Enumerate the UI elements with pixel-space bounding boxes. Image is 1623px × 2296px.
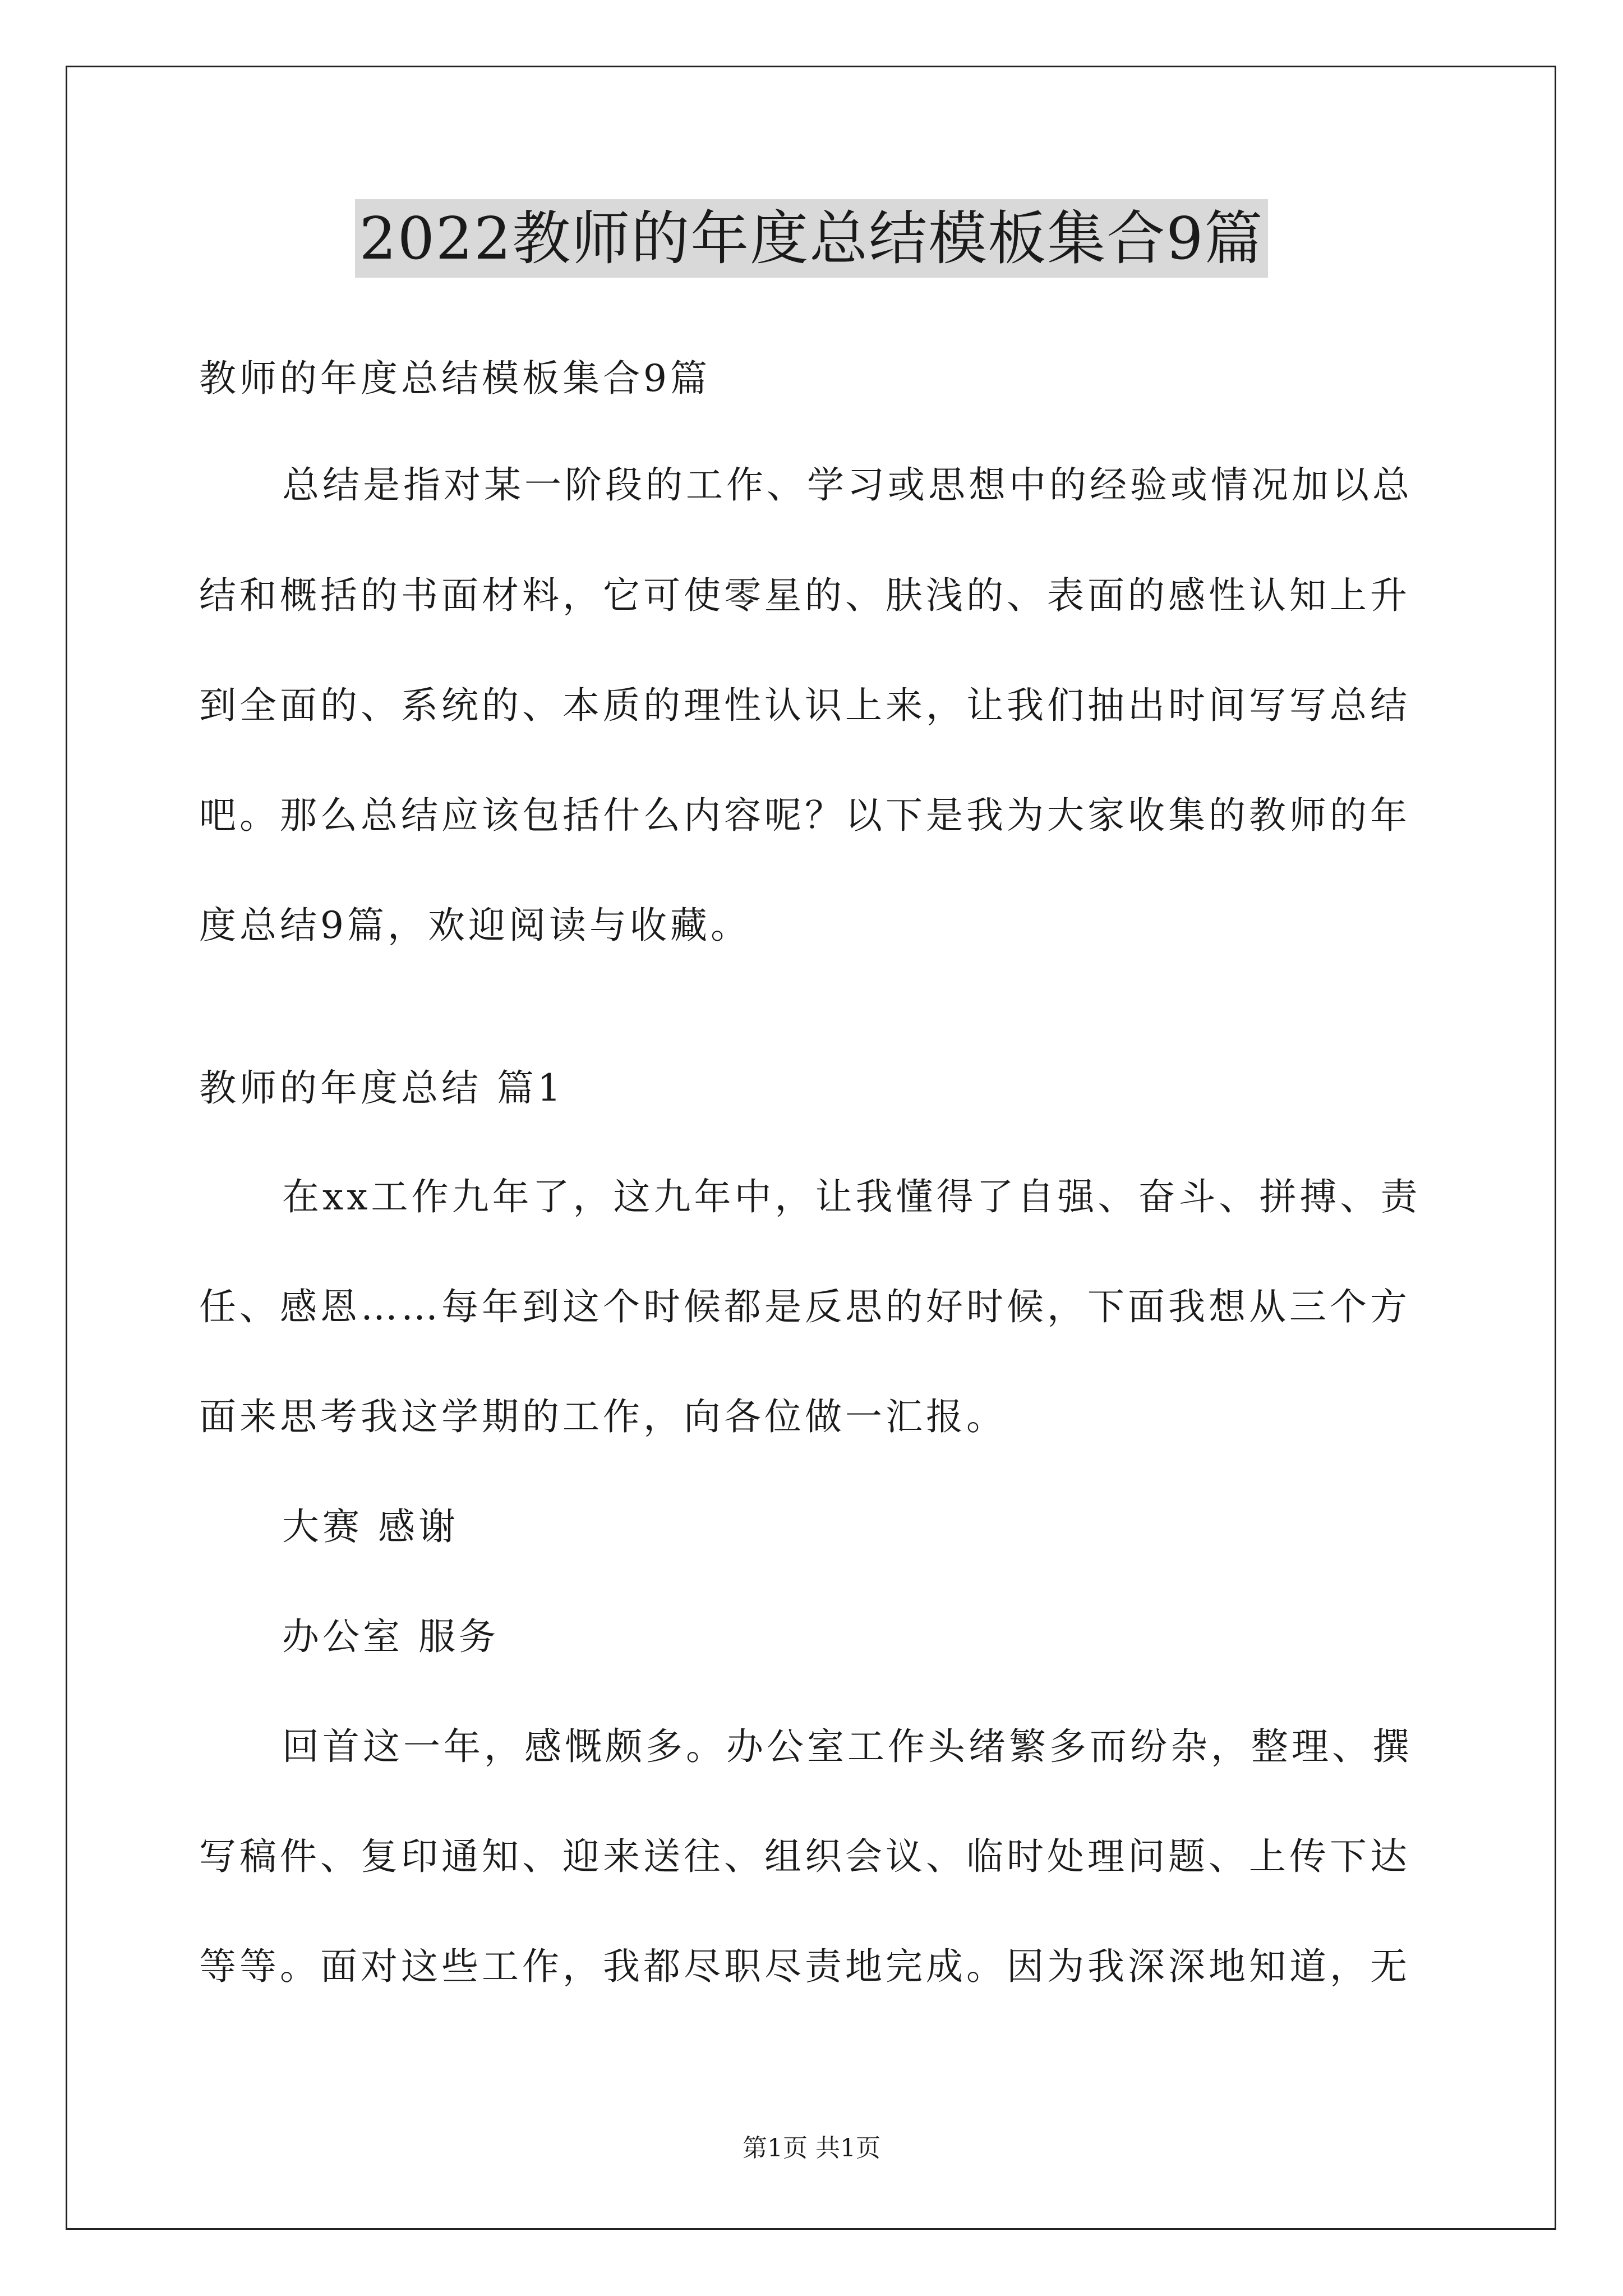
subheading-office: 办公室 服务 xyxy=(282,1615,499,1658)
intro-line-2: 结和概括的书面材料，它可使零星的、肤浅的、表面的感性认知上升 xyxy=(199,574,1410,617)
para2-line-1: 回首这一年，感慨颇多。办公室工作头绪繁多而纷杂，整理、撰 xyxy=(282,1725,1413,1768)
intro-line-3: 到全面的、系统的、本质的理性认识上来，让我们抽出时间写写总结 xyxy=(199,684,1410,727)
intro-line-5: 度总结9篇，欢迎阅读与收藏。 xyxy=(199,904,751,947)
intro-line-4: 吧。那么总结应该包括什么内容呢？以下是我为大家收集的教师的年 xyxy=(199,794,1410,837)
page-footer: 第1页 共1页 xyxy=(743,2134,880,2162)
para1-line-1: 在xx工作九年了，这九年中，让我懂得了自强、奋斗、拼搏、责 xyxy=(282,1175,1421,1218)
document-subtitle: 教师的年度总结模板集合9篇 xyxy=(199,357,711,400)
para2-line-2: 写稿件、复印通知、迎来送往、组织会议、临时处理问题、上传下达 xyxy=(199,1835,1410,1878)
para1-line-2: 任、感恩……每年到这个时候都是反思的好时候，下面我想从三个方 xyxy=(199,1285,1410,1328)
subheading-contest: 大赛 感谢 xyxy=(282,1505,459,1548)
para1-line-3: 面来思考我这学期的工作，向各位做一汇报。 xyxy=(199,1395,1007,1438)
intro-line-1: 总结是指对某一阶段的工作、学习或思想中的经验或情况加以总 xyxy=(282,463,1413,507)
title-block xyxy=(0,199,1623,278)
document-title: 2022教师的年度总结模板集合9篇 xyxy=(355,199,1269,278)
para2-line-3: 等等。面对这些工作，我都尽职尽责地完成。因为我深深地知道，无 xyxy=(199,1945,1410,1988)
section-heading: 教师的年度总结 篇1 xyxy=(199,1066,564,1110)
